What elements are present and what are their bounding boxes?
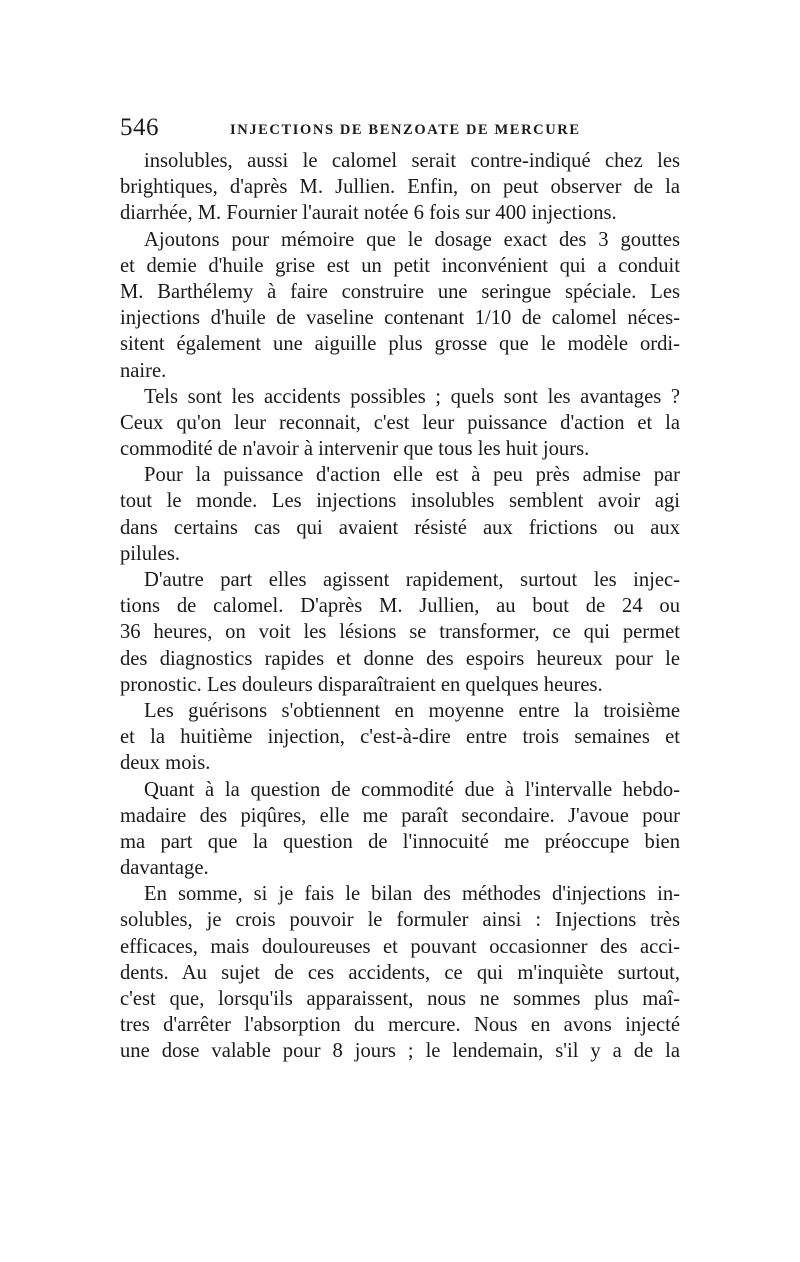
- text-line: tions de calomel. D'après M. Jullien, au bout de 24 ou: [120, 595, 680, 618]
- text-line: pronostic. Les douleurs disparaîtraient en quelques heures.: [120, 673, 603, 696]
- paragraph: [120, 227, 680, 384]
- text-line: dans certains cas qui avaient résisté aux frictions ou aux: [120, 516, 680, 539]
- text-line: injections d'huile de vaseline contenant 1/10 de calomel néces-: [120, 307, 680, 330]
- text-line: Quant à la question de commodité due à l'intervalle hebdo-: [144, 778, 680, 801]
- text-line: et la huitième injection, c'est-à-dire entre trois semaines et: [120, 726, 680, 749]
- text-line: efficaces, mais douloureuses et pouvant occasionner des acci-: [120, 935, 680, 958]
- running-head: [120, 112, 680, 144]
- paragraph: [120, 881, 680, 1064]
- text-line: M. Barthélemy à faire construire une seringue spéciale. Les: [120, 280, 680, 303]
- paragraph: [120, 777, 680, 882]
- text-line: c'est que, lorsqu'ils apparaissent, nous ne sommes plus maî-: [120, 988, 680, 1010]
- text-line: insolubles, aussi le calomel serait contre-indiqué chez les: [144, 150, 680, 172]
- text-line: En somme, si je fais le bilan des méthodes d'injections in-: [144, 883, 680, 906]
- text-line: une dose valable pour 8 jours ; le lendemain, s'il y a de la: [120, 1040, 680, 1063]
- paragraph: [120, 462, 680, 567]
- paragraph: [120, 148, 680, 227]
- text-line: Les guérisons s'obtiennent en moyenne entre la troisième: [144, 699, 680, 722]
- text-line: pilules.: [120, 542, 181, 565]
- text-line: dents. Au sujet de ces accidents, ce qui m'inquiète surtout,: [120, 961, 680, 984]
- text-line: D'autre part elles agissent rapidement, surtout les injec-: [144, 569, 680, 591]
- text-line: des diagnostics rapides et donne des espoirs heureux pour le: [120, 647, 680, 670]
- text-line: et demie d'huile grise est un petit inconvénient qui a conduit: [120, 254, 680, 277]
- text-line: ma part que la question de l'innocuité me préoccupe bien: [120, 830, 680, 853]
- text-line: madaire des piqûres, elle me paraît secondaire. J'avoue pour: [120, 804, 680, 827]
- text-line: sitent également une aiguille plus grosse que le modèle ordi-: [120, 333, 680, 356]
- text-line: Pour la puissance d'action elle est à peu près admise par: [144, 464, 680, 487]
- book-page: [120, 112, 680, 1065]
- text-line: commodité de n'avoir à intervenir que tous les huit jours.: [120, 438, 590, 461]
- paragraph: [120, 698, 680, 777]
- text-line: naire.: [120, 359, 167, 382]
- text-line: tres d'arrêter l'absorption du mercure. Nous en avons injecté: [120, 1014, 680, 1037]
- text-line: solubles, je crois pouvoir le formuler ainsi : Injections très: [120, 909, 680, 932]
- text-line: Tels sont les accidents possibles ; quels sont les avantages ?: [144, 385, 680, 408]
- text-line: davantage.: [120, 857, 209, 880]
- page-number: 546: [120, 114, 159, 141]
- running-title: INJECTIONS DE BENZOATE DE MERCURE: [230, 122, 581, 138]
- body-text: [120, 148, 680, 1065]
- text-line: deux mois.: [120, 752, 211, 775]
- text-line: 36 heures, on voit les lésions se transformer, ce qui permet: [120, 621, 680, 644]
- paragraph: [120, 384, 680, 463]
- text-line: diarrhée, M. Fournier l'aurait notée 6 fois sur 400 injections.: [120, 202, 617, 225]
- text-line: tout le monde. Les injections insolubles semblent avoir agi: [120, 490, 680, 513]
- paragraph: [120, 567, 680, 698]
- text-line: Ceux qu'on leur reconnait, c'est leur puissance d'action et la: [120, 411, 680, 434]
- text-line: Ajoutons pour mémoire que le dosage exact des 3 gouttes: [144, 228, 680, 251]
- text-line: brightiques, d'après M. Jullien. Enfin, on peut observer de la: [120, 176, 680, 199]
